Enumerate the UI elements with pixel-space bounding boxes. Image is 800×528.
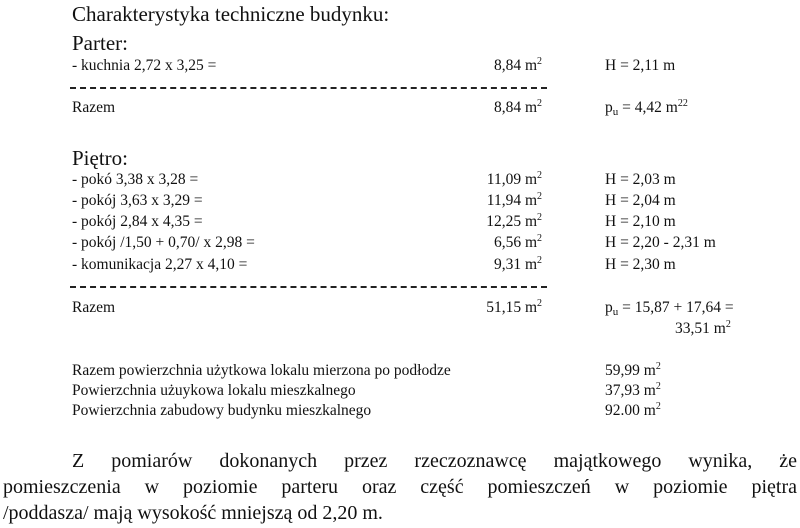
total-area: 8,84 $m^2$: [493, 98, 542, 116]
room-area: 8,84 $m^2$: [493, 56, 542, 74]
upper-floor-label: Piętro:: [72, 146, 128, 170]
summary-label: Razem powierzchnia użytkowa lokalu mierzona po podłodze: [72, 362, 451, 379]
summary-value: 37,93 $m^2$: [605, 381, 661, 399]
usable-area-formula: $p_u = 15,87 + 17,64$ =: [605, 299, 734, 318]
room-description: - pokój 3,63 x 3,29 =: [72, 192, 203, 209]
room-area: 11,09 $m^2$: [486, 170, 542, 188]
summary-value: 59,99 $m^2$: [605, 361, 661, 379]
room-height: H = 2,20 - 2,31 m: [605, 234, 716, 251]
room-description: - pokó 3,38 x 3,28 =: [72, 171, 199, 188]
room-description: - pokój 2,84 x 4,35 =: [72, 213, 203, 230]
room-description: - pokój /1,50 + 0,70/ x 2,98 =: [72, 234, 255, 251]
room-description: - komunikacja 2,27 x 4,10 =: [72, 256, 248, 273]
room-description: - kuchnia 2,72 x 3,25 =: [72, 57, 217, 74]
total-label: Razem: [72, 99, 116, 116]
room-area: 11,94 $m^2$: [486, 191, 542, 209]
usable-area-result: 33,51 $m^2$: [675, 319, 731, 337]
room-area: 6,56 $m^2$: [493, 233, 542, 251]
room-height: H = 2,30 m: [605, 256, 676, 273]
room-area: 9,31 $m^2$: [493, 255, 542, 273]
dashed-divider: [70, 286, 547, 288]
room-height: H = 2,03 m: [605, 171, 676, 188]
total-label: Razem: [72, 299, 116, 316]
usable-area-formula: $p_u = 4,42$ $m^{22}$: [605, 98, 688, 118]
paragraph-line: Z pomiarów dokonanych przez rzeczoznawcę majątkowego wynika, że: [72, 450, 797, 472]
room-area: 12,25 $m^2$: [486, 212, 542, 230]
total-area: 51,15 $m^2$: [486, 298, 542, 316]
summary-label: Powierzchnia użuykowa lokalu mieszkalnego: [72, 382, 356, 399]
room-height: H = 2,11 m: [605, 57, 676, 74]
paragraph-line: /poddasza/ mają wysokość mniejszą od 2,20 m.: [3, 502, 383, 524]
document-heading: Charakterystyka techniczne budynku:: [72, 2, 390, 26]
summary-label: Powierzchnia zabudowy budynku mieszkalnego: [72, 402, 372, 419]
room-height: H = 2,04 m: [605, 192, 676, 209]
ground-floor-label: Parter:: [72, 31, 128, 55]
dashed-divider: [70, 87, 547, 89]
summary-value: 92.00 $m^2$: [605, 401, 661, 419]
paragraph-line: pomieszczenia w poziomie parteru oraz część pomieszczeń w poziomie piętra: [3, 476, 797, 498]
room-height: H = 2,10 m: [605, 213, 676, 230]
